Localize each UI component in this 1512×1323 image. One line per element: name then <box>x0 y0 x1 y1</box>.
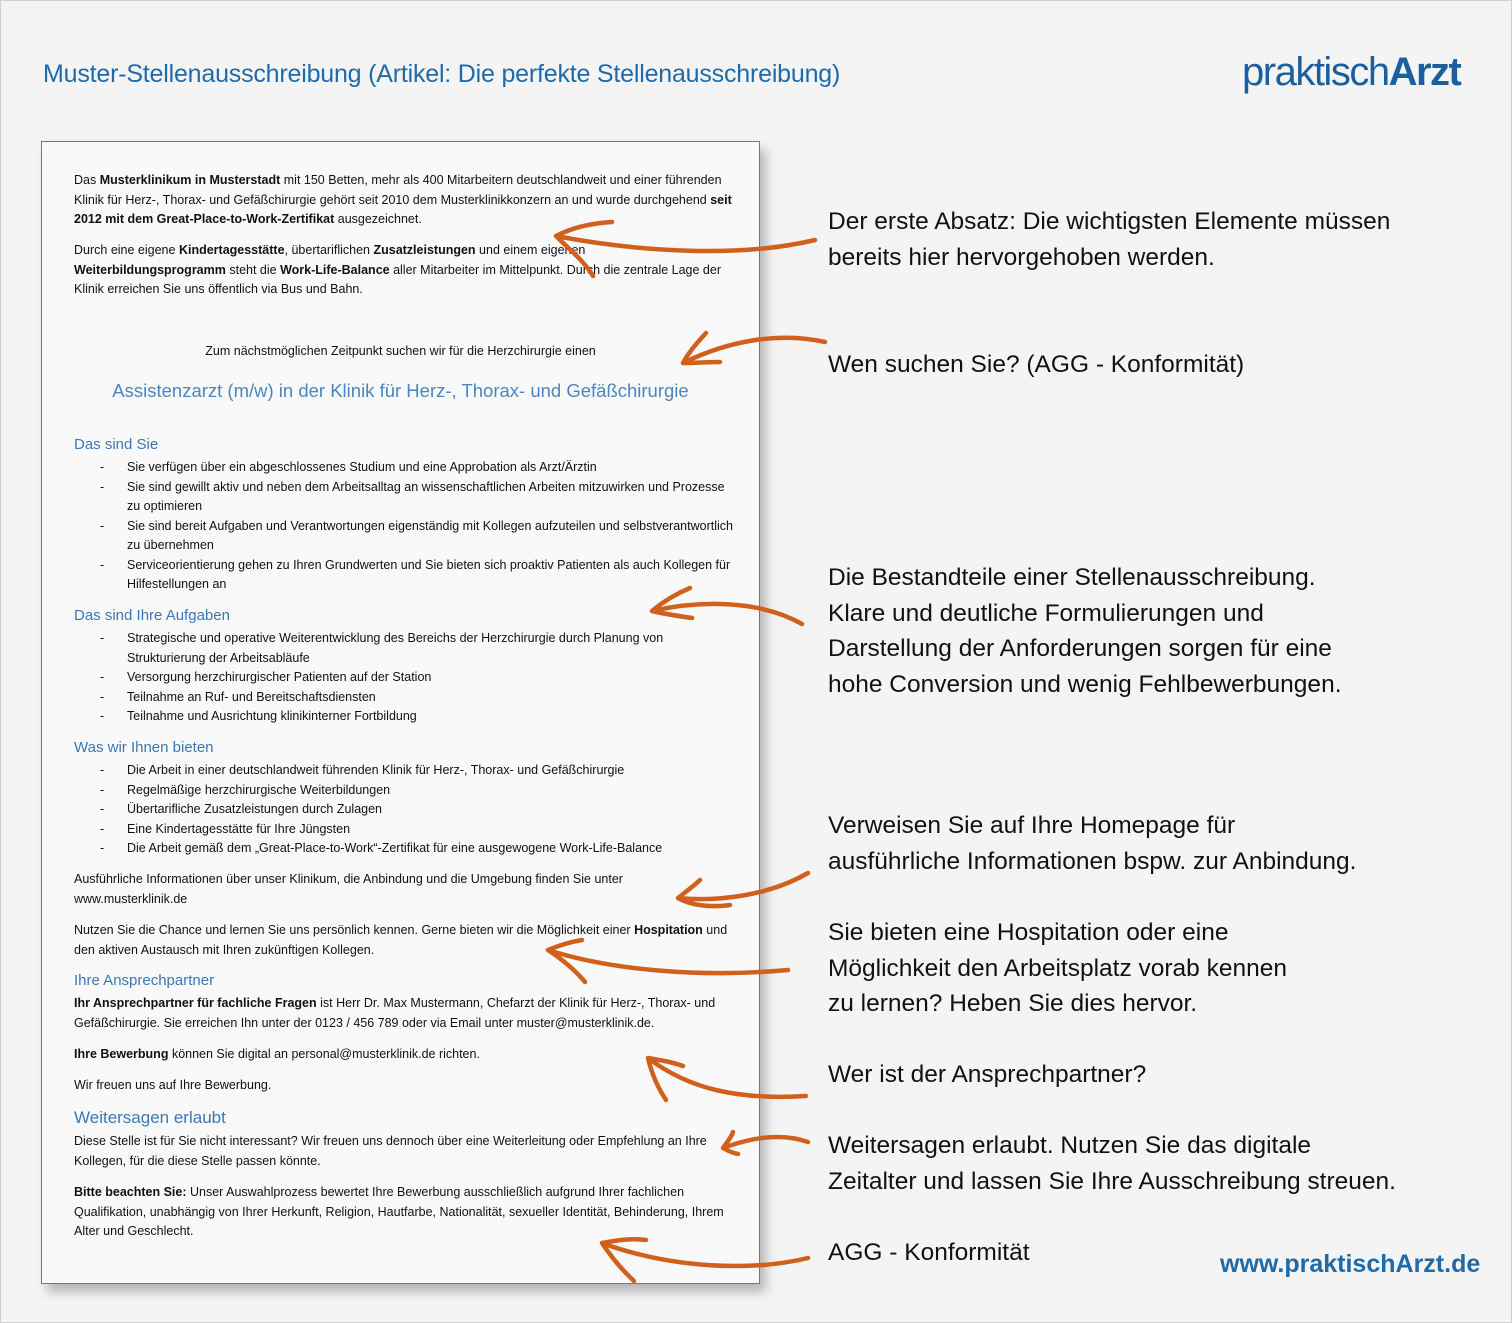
list-item: - Strategische und operative Weiterentwicklung des Bereichs der Herzchirurgie durch Planung von Strukturierung der Arbeitsabläufe <box>74 629 734 668</box>
bold-text: Kindertagesstätte <box>178 243 285 257</box>
text: aller Mitarbeiter im Mittelpunkt. Durch die zentrale Lage der Klinik erreichen Sie uns öffentlich via Bus und Bahn. <box>74 262 721 296</box>
annotation-contact <box>828 1057 1146 1093</box>
list-item: - Regelmäßige herzchirurgische Weiterbildungen <box>74 781 734 801</box>
annotation-line: AGG - Konformität <box>828 1239 1030 1266</box>
website-link[interactable]: www.praktischArzt.de <box>1220 1250 1481 1278</box>
text: Das <box>74 173 100 187</box>
list-item: - Sie sind bereit Aufgaben und Verantwortungen eigenständig mit Kollegen aufzuteilen und selbstverantwortlich zu übernehmen <box>74 517 734 556</box>
section-heading: Was wir Ihnen bieten <box>74 739 214 756</box>
share-paragraph <box>74 1132 734 1171</box>
closing-paragraph <box>74 1076 734 1096</box>
list-item: - Übertarifliche Zusatzleistungen durch Zulagen <box>74 800 734 820</box>
text: steht die <box>225 262 281 277</box>
text: ausgezeichnet. <box>334 212 422 226</box>
annotation-agg <box>828 1235 1030 1271</box>
bold-text: Hospitation <box>634 923 703 937</box>
annotation-line: zu lernen? Heben Sie dies hervor. <box>828 990 1198 1017</box>
annotation-line: Weitersagen erlaubt. Nutzen Sie das digitale <box>828 1132 1312 1159</box>
agg-paragraph <box>74 1183 734 1242</box>
bold-text: Musterklinikum in Musterstadt <box>99 173 281 187</box>
bold-text: Bitte beachten Sie: <box>74 1185 187 1199</box>
requirements-list <box>74 458 734 595</box>
list-item: - Teilnahme und Ausrichtung klinikinterner Fortbildung <box>74 707 734 727</box>
text: Wir freuen uns auf Ihre Bewerbung. <box>74 1078 272 1092</box>
text: und den aktiven Austausch mit Ihren zukünftigen Kollegen. <box>74 923 728 957</box>
annotation-line: Möglichkeit den Arbeitsplatz vorab kennen <box>828 954 1287 982</box>
section-heading: Das sind Ihre Aufgaben <box>74 607 230 624</box>
text: Ausführliche Informationen über unser Klinikum, die Anbindung und die Umgebung finden Sie unter www.musterklinik.de <box>74 872 623 906</box>
bold-text: Work-Life-Balance <box>280 262 390 277</box>
text: können Sie digital an personal@musterklinik.de richten. <box>168 1047 480 1061</box>
annotation-line: ausführliche Informationen bspw. zur Anbindung. <box>828 847 1357 875</box>
annotation-line: Wen suchen Sie? (AGG - Konformität) <box>828 351 1245 378</box>
search-line: Zum nächstmöglichen Zeitpunkt suchen wir für die Herzchirurgie einen <box>205 344 596 358</box>
text: ist Herr Dr. Max Mustermann, Chefarzt der Klinik für Herz-, Thorax- und Gefäßchirurgie. Sie erreichen Ihn unter der 0123 / 456 789 oder via Email unter muster@musterklinik.de. <box>74 996 716 1030</box>
bold-text: seit 2012 mit dem Great-Place-to-Work-Zertifikat <box>74 192 732 226</box>
list-item: - Teilnahme an Ruf- und Bereitschaftsdiensten <box>74 688 734 708</box>
bold-text: Zusatzleistungen <box>373 243 476 257</box>
annotation-share <box>828 1128 1396 1199</box>
section-heading: Ihre Ansprechpartner <box>74 972 215 989</box>
job-posting-document <box>41 141 760 1284</box>
annotation-line: Der erste Absatz: Die wichtigsten Elemente müssen <box>828 208 1391 235</box>
benefits-list <box>74 761 734 859</box>
bold-text: Ihre Bewerbung <box>74 1047 169 1061</box>
section-heading: Das sind Sie <box>74 436 159 453</box>
text: und einem eigenen <box>475 243 586 257</box>
text: mit 150 Betten, mehr als 400 Mitarbeitern deutschlandweit und einer führenden Klinik für Herz-, Thorax- und Gefäßchirurgie gehört seit 2010 dem Musterklinikkonzern an und wurde durchgehend <box>74 173 722 207</box>
annotation-first-paragraph <box>828 204 1390 275</box>
application-paragraph <box>74 1045 734 1065</box>
text: , übertariflichen <box>284 243 374 257</box>
list-item: - Versorgung herzchirurgischer Patienten auf der Station <box>74 668 734 688</box>
list-item: - Die Arbeit gemäß dem „Great-Place-to-Work“-Zertifikat für eine ausgewogene Work-Life-Balance <box>74 839 734 859</box>
annotation-line: Die Bestandteile einer Stellenausschreibung. <box>828 564 1316 591</box>
praktischarzt-logo <box>1242 50 1460 95</box>
text: Diese Stelle ist für Sie nicht interessant? Wir freuen uns dennoch über eine Weiterleitung oder Empfehlung an Ihre Kollegen, für die diese Stelle passen könnte. <box>74 1134 707 1168</box>
list-item: - Eine Kindertagesstätte für Ihre Jüngsten <box>74 820 734 840</box>
intro-paragraph-2 <box>74 241 734 300</box>
bold-text: Weiterbildungsprogramm <box>74 262 226 277</box>
annotation-line: Darstellung der Anforderungen sorgen für eine <box>828 635 1332 662</box>
page-title: Muster-Stellenausschreibung (Artikel: Die perfekte Stellenausschreibung) <box>43 60 841 88</box>
annotation-components <box>828 560 1342 702</box>
job-title: Assistenzarzt (m/w) in der Klinik für Herz-, Thorax- und Gefäßchirurgie <box>112 380 689 401</box>
text: Nutzen Sie die Chance und lernen Sie uns persönlich kennen. Gerne bieten wir die Möglichkeit einer <box>74 923 635 937</box>
logo-bold: Arzt <box>1388 50 1461 94</box>
annotation-hospitation <box>828 915 1287 1022</box>
list-item: - Die Arbeit in einer deutschlandweit führenden Klinik für Herz-, Thorax- und Gefäßchirurgie <box>74 761 734 781</box>
list-item: - Sie verfügen über ein abgeschlossenes Studium und eine Approbation als Arzt/Ärztin <box>74 458 734 478</box>
annotation-line: Verweisen Sie auf Ihre Homepage für <box>828 812 1236 839</box>
annotation-line: Wer ist der Ansprechpartner? <box>828 1061 1147 1088</box>
contact-paragraph <box>74 994 734 1033</box>
text: Unser Auswahlprozess bewertet Ihre Bewerbung ausschließlich aufgrund Ihrer fachlichen Qualifikation, unabhängig von Ihrer Herkunft, Religion, Hautfarbe, Nationalität, sexueller Identität, Behinderung, Ihrem Alter und Geschlecht. <box>74 1185 724 1238</box>
annotation-line: bereits hier hervorgehoben werden. <box>828 243 1215 271</box>
list-item: - Sie sind gewillt aktiv und neben dem Arbeitsalltag an wissenschaftlichen Arbeiten mitzuwirken und Prozesse zu optimieren <box>74 478 734 517</box>
annotation-line: Klare und deutliche Formulierungen und <box>828 599 1264 627</box>
bold-text: Ihr Ansprechpartner für fachliche Fragen <box>74 996 317 1010</box>
annotation-line: Sie bieten eine Hospitation oder eine <box>828 919 1229 946</box>
text: Durch eine eigene <box>74 243 179 257</box>
annotation-line: hohe Conversion und wenig Fehlbewerbungen. <box>828 670 1342 698</box>
logo-regular: praktisch <box>1242 50 1389 94</box>
section-heading: Weitersagen erlaubt <box>74 1108 226 1127</box>
hospitation-paragraph <box>74 921 734 960</box>
info-paragraph <box>74 870 734 909</box>
tasks-list <box>74 629 734 727</box>
annotation-who <box>828 347 1244 383</box>
annotation-homepage <box>828 808 1356 879</box>
list-item: - Serviceorientierung gehen zu Ihren Grundwerten und Sie bieten sich proaktiv Patienten als auch Kollegen für Hilfestellungen an <box>74 556 734 595</box>
intro-paragraph-1 <box>74 171 734 230</box>
annotation-line: Zeitalter und lassen Sie Ihre Ausschreibung streuen. <box>828 1167 1396 1195</box>
